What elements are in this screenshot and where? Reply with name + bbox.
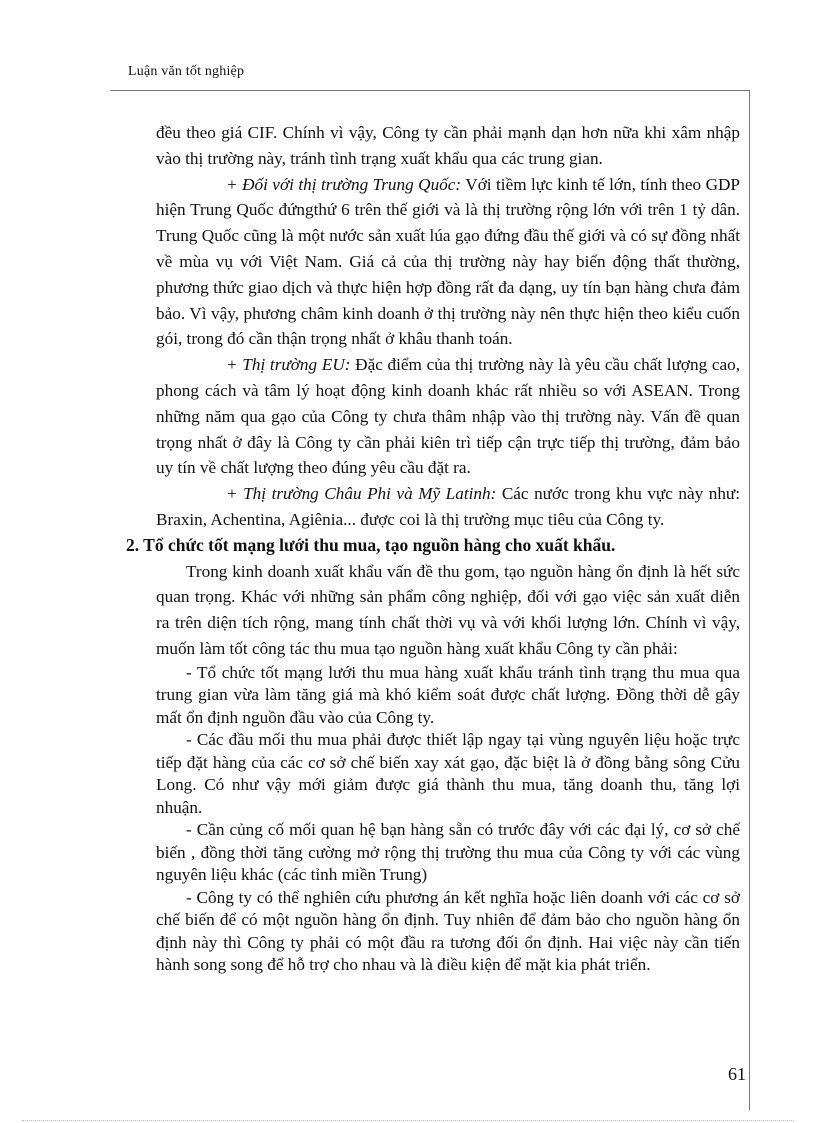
- document-body: [126, 120, 741, 977]
- bullet-item: - Cần củng cố mối quan hệ bạn hàng sẵn có trước đây với các đại lý, cơ sở chế biến , đồng thời tăng cường mở rộng thị trường thu mua của Công ty với các vùng nguyên liệu khác (các tỉnh miền Trung): [156, 820, 740, 885]
- paragraph: Trong kinh doanh xuất khẩu vấn đề thu gom, tạo nguồn hàng ổn định là hết sức quan trọng. Khác với những sản phẩm công nghiệp, đối với gạo việc sản xuất diễn ra trên diện tích rộng, mang tính chất thời vụ và với khối lượng lớn. Chính vì vậy, muốn làm tốt công tác thu mua tạo nguồn hàng xuất khẩu Công ty cần phải:: [156, 561, 740, 658]
- paragraph: đều theo giá CIF. Chính vì vậy, Công ty cần phải mạnh dạn hơn nữa khi xâm nhập vào thị trường này, tránh tình trạng xuất khẩu qua các trung gian.: [156, 123, 740, 168]
- bullet-item: - Công ty có thể nghiên cứu phương án kết nghĩa hoặc liên doanh với các cơ sở chế biến để có một nguồn hàng ổn định. Tuy nhiên để đảm bảo cho nguồn hàng ổn định này thì Công ty phải có một đầu ra tương đối ổn định. Hai việc này cần tiến hành song song để hỗ trợ cho nhau và là điều kiện để mặt kia phát triển.: [156, 887, 740, 975]
- paragraph-text: Với tiềm lực kinh tế lớn, tính theo GDP hiện Trung Quốc đứngthứ 6 trên thế giới và là thị trường rộng lớn với trên 1 tỷ dân. Trung Quốc cũng là một nước sản xuất lúa gạo đứng đầu thế giới và có sự đồng nhất về mùa vụ với Việt Nam. Giá cả của thị trường này hay biến động thất thường, phương thức giao dịch và thực hiện hợp đồng rất đa dạng, uy tín bạn hàng chưa đảm bảo. Vì vậy, phương châm kinh doanh ở thị trường này nên thực hiện theo kiểu cuốn gói, trong đó cần thận trọng nhất ở khâu thanh toán.: [156, 174, 740, 349]
- paragraph-africa-latin-america: [156, 481, 740, 533]
- header-divider: [110, 90, 750, 91]
- page-number: 61: [728, 1064, 746, 1084]
- paragraph-label: + Thị trường Châu Phi và Mỹ Latinh:: [226, 484, 497, 504]
- paragraph-china: [156, 172, 740, 353]
- section-heading: 2. Tổ chức tốt mạng lưới thu mua, tạo nguồn hàng cho xuất khẩu.: [126, 534, 616, 555]
- bullet-item: - Tổ chức tốt mạng lưới thu mua hàng xuất khẩu tránh tình trạng thu mua qua trung gian vừa làm tăng giá mà khó kiểm soát được chất lượng. Đồng thời dễ gây mất ổn định nguồn đầu vào của Công ty.: [156, 662, 740, 727]
- bottom-divider: [22, 1120, 794, 1121]
- running-header: Luận văn tốt nghiệp: [128, 64, 245, 79]
- page-border-right: [749, 90, 750, 1110]
- paragraph-label: + Đối với thị trường Trung Quốc:: [226, 174, 462, 194]
- paragraph-label: + Thị trường EU:: [226, 355, 351, 375]
- paragraph-text: Đặc điểm của thị trường này là yêu cầu chất lượng cao, phong cách và tâm lý hoạt động kinh doanh khác rất nhiều so với ASEAN. Trong những năm qua gạo của Công ty chưa thâm nhập vào thị trường này. Vấn đề quan trọng nhất ở đây là Công ty cần phải kiên trì tiếp cận trực tiếp thị trường, đảm bảo uy tín về chất lượng theo đúng yêu cầu đặt ra.: [156, 355, 741, 478]
- paragraph-text: Các nước trong khu vực này như: Braxin, Achentina, Agiênia... được coi là thị trường mục tiêu của Công ty.: [156, 484, 741, 529]
- bullet-item: - Các đầu mối thu mua phải được thiết lập ngay tại vùng nguyên liệu hoặc trực tiếp đặt hàng của các cơ sở chế biến xay xát gạo, đặc biệt là ở đồng bằng sông Cửu Long. Có như vậy mới giảm được giá thành thu mua, tăng doanh thu, tăng lợi nhuận.: [156, 730, 740, 817]
- paragraph-eu: [156, 352, 740, 481]
